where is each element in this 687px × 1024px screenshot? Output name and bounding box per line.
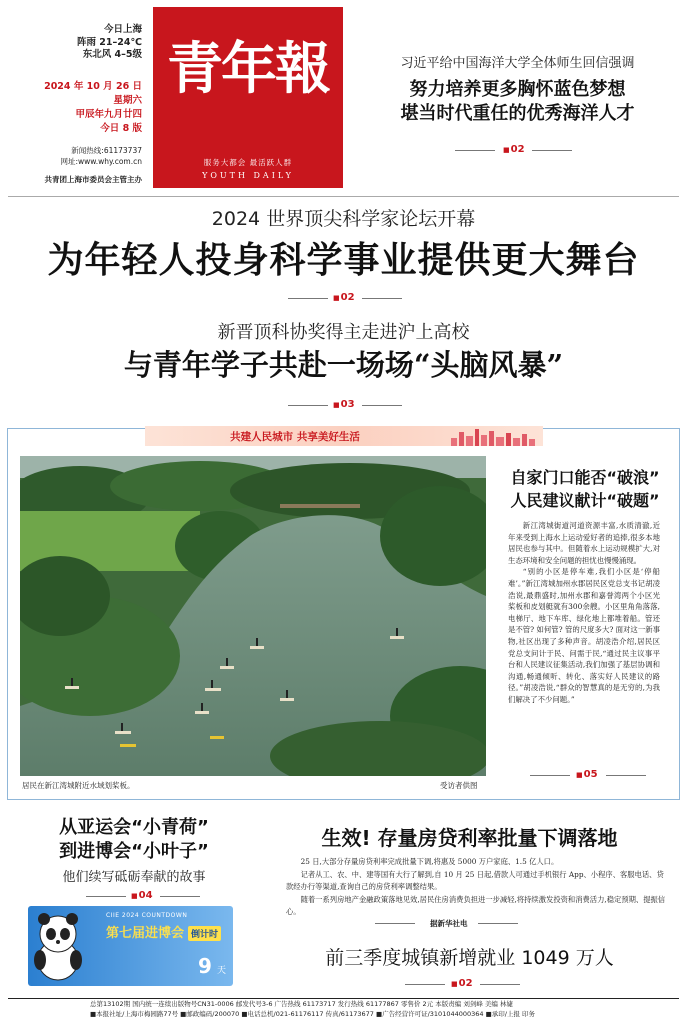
feature-banner	[145, 426, 543, 446]
promo-badge: 倒计时	[188, 926, 221, 941]
divider	[455, 150, 495, 151]
promo-days-number: 9	[198, 954, 212, 978]
date-line: 星期六	[113, 95, 142, 106]
top-news-title-line: 堪当时代重任的优秀海洋人才	[400, 103, 635, 124]
feature-article-body	[508, 520, 660, 706]
photo-credit: 受访者供图	[440, 781, 478, 790]
divider	[405, 984, 445, 985]
weather-line: 阵雨 21–24℃	[76, 36, 142, 48]
divider	[375, 923, 415, 924]
date-line: 2024 年 10 月 26 日	[44, 81, 142, 92]
divider	[288, 298, 328, 299]
weather-line: 东北风 4–5级	[82, 49, 142, 60]
page-ref[interactable]: ■ 04	[131, 890, 153, 901]
footer-line: 总第13102期 国内统一连续出版物号CN31-0006 邮发代号3-6 广告热线 61173717 发行热线 61177867 零售价 2元 本版责编 刘剑峰 美编 林婕	[90, 1000, 513, 1008]
date-line: 甲辰年九月廿四	[75, 109, 142, 120]
teaser-paragraph: 25 日,大部分存量房贷利率完成批量下调,将惠及 5000 万户家庭、1.5 亿人口。	[300, 857, 559, 866]
teaser-left-title-line: 从亚运会“小青荷”	[59, 817, 209, 838]
headline1-subtitle[interactable]: 2024 世界顶尖科学家论坛开幕	[211, 208, 476, 230]
page-ref[interactable]: ■ 05	[576, 769, 598, 780]
teaser-bottom-title[interactable]: 前三季度城镇新增就业 1049 万人	[325, 947, 614, 969]
date-block	[30, 80, 142, 136]
promo-title: 第七届进博会	[106, 926, 185, 941]
logo-text: 青年報	[167, 36, 329, 102]
website: 网址:www.why.com.cn	[60, 157, 142, 166]
logo-english: YOUTH DAILY	[202, 171, 294, 180]
page-ref[interactable]: ■ 03	[333, 399, 355, 410]
feature-title-line: 人民建议献计“破题”	[510, 491, 660, 510]
article-paragraph: 新江湾城街道河道资源丰富,水质清澈,近年来受到上海水上运动爱好者的追捧,很多本地居民也参与其中。但随着水上运动规模扩大,对生态环境和安全问题的担忧也慢慢涌现。	[508, 521, 660, 565]
teaser-paragraph: 随着一系列房地产金融政策落地见效,居民住房消费负担进一步减轻,将持续激发投资和消费活力,稳定预期、提振信心。	[286, 894, 666, 916]
feature-title-line: 自家门口能否“破浪”	[510, 468, 660, 487]
teaser-mid-title[interactable]: 生效! 存量房贷利率批量下调落地	[321, 826, 618, 850]
weather-block	[62, 24, 142, 62]
feature-title[interactable]	[495, 466, 675, 512]
photo-caption: 居民在新江湾城附近水域划桨板。	[22, 781, 135, 790]
divider	[362, 298, 402, 299]
top-news-title[interactable]	[355, 78, 680, 126]
logo-slogan: 服务大都会 最活跃人群	[203, 158, 293, 167]
divider	[288, 405, 328, 406]
divider	[530, 775, 570, 776]
source-text: 据新华社电	[430, 919, 468, 928]
city-skyline-icon	[449, 426, 537, 446]
page-ref[interactable]: ■ 02	[451, 978, 473, 989]
feature-banner-text: 共建人民城市 共享美好生活	[230, 431, 360, 443]
teaser-left-subtitle: 他们续写砥砺奉献的故事	[62, 870, 206, 885]
headline2-title[interactable]: 与青年学子共赴一场场“头脑风暴”	[123, 348, 564, 382]
divider	[86, 896, 126, 897]
article-paragraph: “别的小区是停车难,我们小区是‘停船难’。”新江湾城加州水郡居民区党总支书记胡凌浩说,最鼎盛时,加州水郡和嘉誉湾两个小区光桨板和皮划艇就有300余艘。小区里角角落落,电梯厅、地下车库、绿化地上都堆着船。管还是不管? 如何管? 管的尺度多大? 面对这一新事物,社区出现了多种声音。胡凌浩介绍,居民区党总支问计于民、问需于民,“通过民主议事平台和人民建议征集活动,我们加强了基层协调和沟通,畅通倾听、转化、落实好人民建议的路径。”胡凌浩说,“群众的智慧真的是无穷的,为我们解决了不少问题。”	[508, 567, 660, 704]
ciie-countdown-promo[interactable]	[28, 906, 233, 986]
divider	[478, 923, 518, 924]
date-line: 今日 8 版	[100, 123, 142, 134]
top-news-subtitle[interactable]: 习近平给中国海洋大学全体师生回信强调	[400, 56, 635, 71]
promo-days	[198, 954, 226, 978]
teaser-mid-body	[286, 856, 666, 919]
newspaper-logo	[153, 7, 343, 188]
divider	[606, 775, 646, 776]
divider	[8, 196, 679, 197]
teaser-left-title[interactable]	[14, 816, 254, 864]
sponsor-text: 共青团上海市委员会主管主办	[44, 175, 142, 184]
teaser-paragraph: 记者从工、农、中、建等国有大行了解到,自 10 月 25 日起,借款人可通过手机银行 App、小程序、客服电话、贷款经办行等渠道,查询自己的房贷利率调整结果。	[286, 869, 664, 891]
headline1-title[interactable]: 为年轻人投身科学事业提供更大舞台	[47, 240, 640, 281]
divider	[480, 984, 520, 985]
contact-block	[40, 145, 142, 167]
footer-divider	[8, 998, 679, 999]
footer-line: ■本报社址/上海市梅园路77号 ■邮政编码/200070 ■电话总机/021-61176117 传真/61173677 ■广告经营许可证/3101044000364 ■承印/上报 印务	[90, 1010, 536, 1018]
promo-days-unit: 天	[217, 966, 227, 976]
divider	[160, 896, 200, 897]
teaser-left-title-line: 到进博会“小叶子”	[59, 841, 209, 862]
page-ref[interactable]: ■ 02	[503, 144, 525, 155]
panda-mascot-icon	[28, 910, 88, 982]
top-news-title-line: 努力培养更多胸怀蓝色梦想	[409, 79, 626, 100]
river-paddleboard-photo	[20, 456, 486, 776]
weather-line: 今日上海	[103, 24, 142, 35]
divider	[362, 405, 402, 406]
hotline: 新闻热线:61173737	[71, 146, 142, 155]
promo-english: CIIE 2024 COUNTDOWN	[106, 912, 188, 919]
divider	[532, 150, 572, 151]
page-ref[interactable]: ■ 02	[333, 292, 355, 303]
headline2-subtitle[interactable]: 新晋顶科协奖得主走进沪上高校	[217, 322, 470, 343]
feature-photo[interactable]	[20, 456, 486, 776]
